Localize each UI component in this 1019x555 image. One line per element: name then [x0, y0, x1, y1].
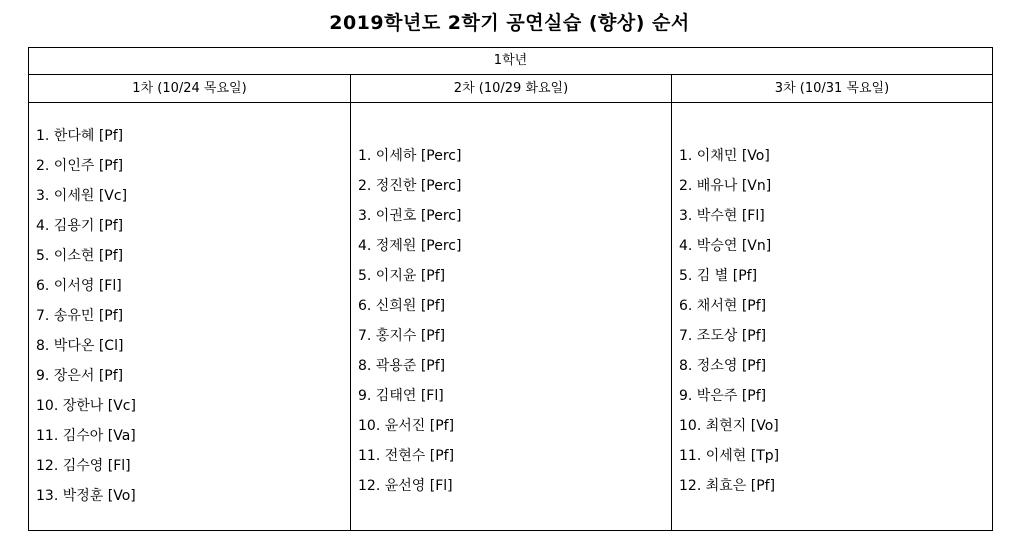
performer-entry: 4. 정제원 [Perc] [358, 238, 462, 254]
performer-entry: 8. 박다온 [Cl] [36, 338, 124, 354]
performer-entry: 11. 전현수 [Pf] [358, 448, 455, 464]
performer-entry: 1. 한다혜 [Pf] [36, 128, 124, 144]
performer-entry: 12. 윤선영 [Fl] [358, 478, 453, 494]
performer-list-1 [29, 103, 350, 511]
performer-entry: 9. 박은주 [Pf] [679, 388, 767, 404]
performer-entry: 3. 이세원 [Vc] [36, 188, 128, 204]
performer-entry: 2. 배유나 [Vn] [679, 178, 772, 194]
performer-entry: 1. 이세하 [Perc] [358, 148, 462, 164]
performer-entry: 13. 박정훈 [Vo] [36, 488, 136, 504]
performer-entry: 5. 이지윤 [Pf] [358, 268, 446, 284]
performer-entry: 6. 채서현 [Pf] [679, 298, 767, 314]
performer-entry: 7. 조도상 [Pf] [679, 328, 767, 344]
performer-entry: 7. 송유민 [Pf] [36, 308, 124, 324]
performer-entry: 4. 김용기 [Pf] [36, 218, 124, 234]
performer-entry: 8. 정소영 [Pf] [679, 358, 767, 374]
performer-entry: 11. 이세현 [Tp] [679, 448, 780, 464]
performer-entry: 6. 신희원 [Pf] [358, 298, 446, 314]
session-header-2: 2차 (10/29 화요일) [351, 75, 671, 103]
session-column-2 [351, 75, 672, 530]
performer-entry: 3. 이권호 [Perc] [358, 208, 462, 224]
performer-entry: 2. 정진한 [Perc] [358, 178, 462, 194]
performer-entry: 6. 이서영 [Fl] [36, 278, 122, 294]
performer-entry: 10. 윤서진 [Pf] [358, 418, 455, 434]
performer-entry: 5. 김 별 [Pf] [679, 268, 758, 284]
performer-entry: 4. 박승연 [Vn] [679, 238, 772, 254]
performer-entry: 3. 박수현 [Fl] [679, 208, 765, 224]
performer-entry: 11. 김수아 [Va] [36, 428, 136, 444]
performer-entry: 8. 곽용준 [Pf] [358, 358, 446, 374]
performer-entry: 9. 김태연 [Fl] [358, 388, 444, 404]
performer-entry: 2. 이인주 [Pf] [36, 158, 124, 174]
document-title: 2019학년도 2학기 공연실습 (향상) 순서 [329, 12, 690, 34]
performer-entry: 10. 장한나 [Vc] [36, 398, 136, 414]
session-column-1 [29, 75, 351, 530]
session-header-3: 3차 (10/31 목요일) [672, 75, 992, 103]
session-column-3 [672, 75, 992, 530]
schedule-table [28, 47, 993, 531]
performer-entry: 12. 최효은 [Pf] [679, 478, 776, 494]
performer-entry: 1. 이채민 [Vo] [679, 148, 770, 164]
performer-entry: 10. 최현지 [Vo] [679, 418, 779, 434]
performer-list-2 [351, 103, 671, 501]
performer-entry: 7. 홍지수 [Pf] [358, 328, 446, 344]
performer-entry: 9. 장은서 [Pf] [36, 368, 124, 384]
grade-header: 1학년 [29, 48, 992, 75]
performer-list-3 [672, 103, 992, 501]
performer-entry: 5. 이소현 [Pf] [36, 248, 124, 264]
performer-entry: 12. 김수영 [Fl] [36, 458, 131, 474]
session-header-1: 1차 (10/24 목요일) [29, 75, 350, 103]
